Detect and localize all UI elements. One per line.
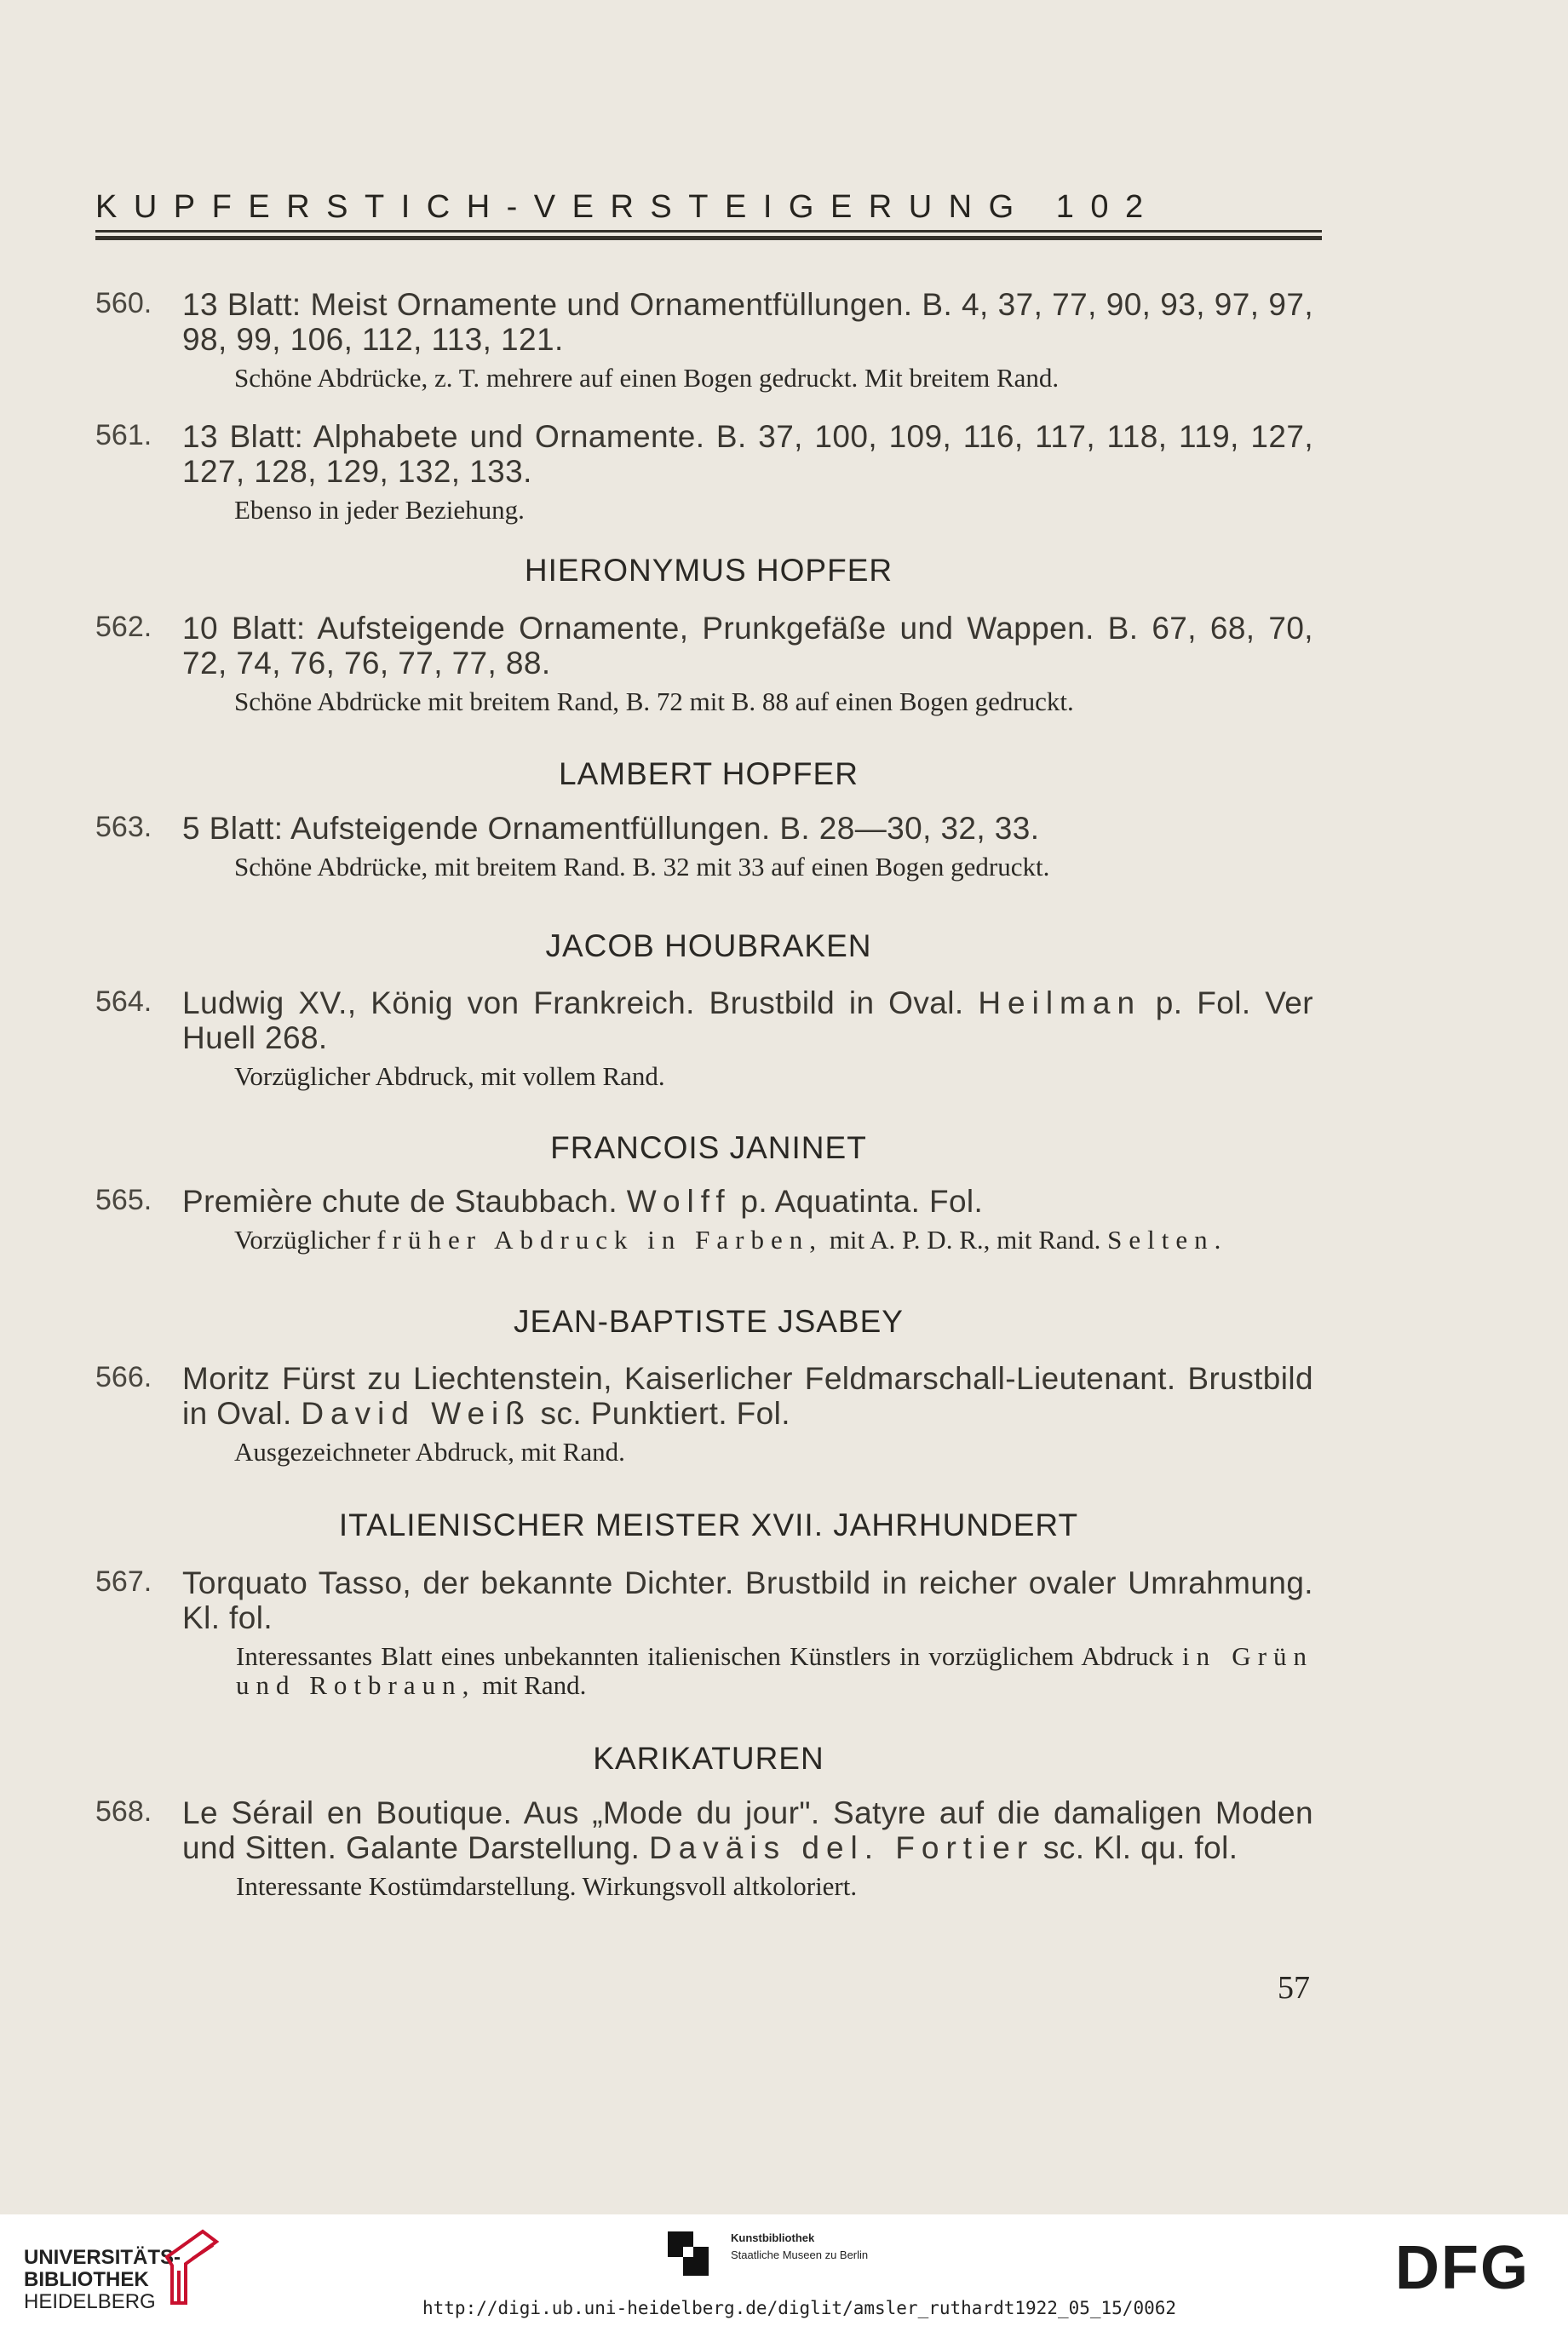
lot-description: 5 Blatt: Aufsteigende Ornamentfüllungen. B. 28—30, 32, 33.	[182, 811, 1040, 846]
lot-note: Schöne Abdrücke, z. T. mehrere auf einen Bogen gedruckt. Mit breitem Rand.	[234, 363, 1060, 393]
desc-text: sc. Punktiert. Fol.	[540, 1396, 790, 1431]
lot-number: 568.	[95, 1795, 152, 1828]
lot-entry-565	[95, 1184, 1313, 1255]
artist-heading: FRANCOIS JANINET	[550, 1130, 867, 1165]
ub-line: UNIVERSITÄTS-	[24, 2246, 181, 2269]
ub-line: HEIDELBERG	[24, 2290, 156, 2313]
lot-description	[182, 1184, 1313, 1219]
lot-note	[234, 1226, 1313, 1255]
artist-name-spaced: Wolff	[626, 1184, 732, 1219]
kunstbibliothek-logo-icon	[668, 2231, 715, 2279]
note-spaced: früher Abdruck in Farben,	[376, 1225, 823, 1255]
ub-heidelberg-logo-icon	[160, 2225, 221, 2310]
source-url-link[interactable]: http://digi.ub.uni-heidelberg.de/diglit/amsler_ruthardt1922_05_15/0062	[422, 2298, 1177, 2318]
lot-entry-563	[95, 811, 1313, 882]
artist-name-spaced: David Weiß	[301, 1396, 531, 1431]
note-spaced: Selten.	[1107, 1225, 1228, 1255]
header-rule-thin	[95, 230, 1322, 233]
lot-description	[182, 1361, 1313, 1431]
lot-entry-562	[95, 611, 1313, 716]
lot-entry-561	[95, 419, 1313, 525]
artist-heading: JEAN-BAPTISTE JSABEY	[514, 1304, 904, 1339]
lot-description: 10 Blatt: Aufsteigende Ornamente, Prunkgefäße und Wappen. B. 67, 68, 70, 72, 74, 76, 76, 77, 77, 88.	[182, 611, 1313, 681]
lot-number: 567.	[95, 1565, 152, 1598]
artist-name-spaced: Heilman	[978, 985, 1142, 1020]
ub-line: BIBLIOTHEK	[24, 2268, 149, 2291]
note-text: mit Rand.	[482, 1670, 587, 1700]
note-text: mit A. P. D. R., mit Rand.	[829, 1225, 1101, 1255]
desc-text: p. Aquatinta. Fol.	[740, 1184, 984, 1219]
lot-note: Ebenso in jeder Beziehung.	[234, 495, 525, 525]
lot-note: Schöne Abdrücke mit breitem Rand, B. 72 mit B. 88 auf einen Bogen gedruckt.	[234, 686, 1074, 716]
artist-heading: JACOB HOUBRAKEN	[545, 928, 872, 963]
lot-note	[236, 1642, 1313, 1700]
artist-name-spaced: Daväis del. Fortier	[648, 1830, 1035, 1865]
artist-heading: HIERONYMUS HOPFER	[524, 553, 893, 588]
desc-text: p. Fol. Ver Huell 268.	[182, 985, 1313, 1055]
lot-description	[182, 985, 1313, 1055]
lot-note: Schöne Abdrücke, mit breitem Rand. B. 32 mit 33 auf einen Bogen gedruckt.	[234, 852, 1050, 882]
desc-text: Moritz Fürst zu Liechtenstein, Kaiserlicher Feldmarschall-Lieutenant. Brustbild in Oval.	[182, 1361, 1313, 1431]
lot-note: Interessante Kostümdarstellung. Wirkungsvoll altkoloriert.	[236, 1871, 858, 1901]
lot-description	[182, 1795, 1313, 1865]
lot-number: 566.	[95, 1361, 152, 1393]
lot-description: 13 Blatt: Alphabete und Ornamente. B. 37, 100, 109, 116, 117, 118, 119, 127, 127, 128, 129, 132, 133.	[182, 419, 1313, 489]
note-spaced: in Grün und Rotbraun,	[236, 1641, 1314, 1700]
kb-line: Kunstbibliothek	[731, 2231, 815, 2244]
note-text: Vorzüglicher	[234, 1225, 370, 1255]
lot-note: Ausgezeichneter Abdruck, mit Rand.	[234, 1437, 625, 1467]
lot-entry-567	[95, 1565, 1313, 1700]
section-heading: KARIKATUREN	[593, 1741, 824, 1776]
lot-number: 565.	[95, 1184, 152, 1216]
lot-number: 560.	[95, 287, 152, 319]
lot-entry-564	[95, 985, 1313, 1091]
lot-description: Torquato Tasso, der bekannte Dichter. Brustbild in reicher ovaler Umrahmung. Kl. fol.	[182, 1565, 1313, 1635]
lot-note: Vorzüglicher Abdruck, mit vollem Rand.	[234, 1061, 665, 1091]
kb-line: Staatliche Museen zu Berlin	[731, 2248, 869, 2261]
lot-number: 563.	[95, 811, 152, 843]
header-rule-thick	[95, 236, 1322, 240]
lot-entry-566	[95, 1361, 1313, 1467]
artist-heading: ITALIENISCHER MEISTER XVII. JAHRHUNDERT	[338, 1508, 1079, 1542]
dfg-logo: DFG	[1395, 2234, 1530, 2302]
lot-number: 561.	[95, 419, 152, 451]
ub-heidelberg-label	[24, 2247, 181, 2313]
lot-number: 564.	[95, 985, 152, 1018]
desc-text: sc. Kl. qu. fol.	[1042, 1830, 1238, 1865]
lot-description: 13 Blatt: Meist Ornamente und Ornamentfüllungen. B. 4, 37, 77, 90, 93, 97, 97, 98, 99, 106, 112, 113, 121.	[182, 287, 1313, 357]
artist-heading: LAMBERT HOPFER	[559, 756, 859, 791]
lot-entry-560	[95, 287, 1313, 393]
desc-text: Le Sérail en Boutique. Aus „Mode du jour". Satyre auf die damaligen Moden und Sitten. Galante Darstellung.	[182, 1795, 1313, 1865]
running-header: KUPFERSTICH-VERSTEIGERUNG 102	[95, 189, 1160, 225]
desc-text: Ludwig XV., König von Frankreich. Brustbild in Oval.	[182, 985, 964, 1020]
note-text: Interessantes Blatt eines unbekannten italienischen Künstlers in vorzüglichem Abdruck	[236, 1641, 1174, 1671]
kunstbibliothek-label	[731, 2230, 868, 2264]
lot-number: 562.	[95, 611, 152, 643]
page-number: 57	[1278, 1970, 1310, 2006]
lot-entry-568	[95, 1795, 1313, 1901]
desc-text: Première chute de Staubbach.	[182, 1184, 618, 1219]
